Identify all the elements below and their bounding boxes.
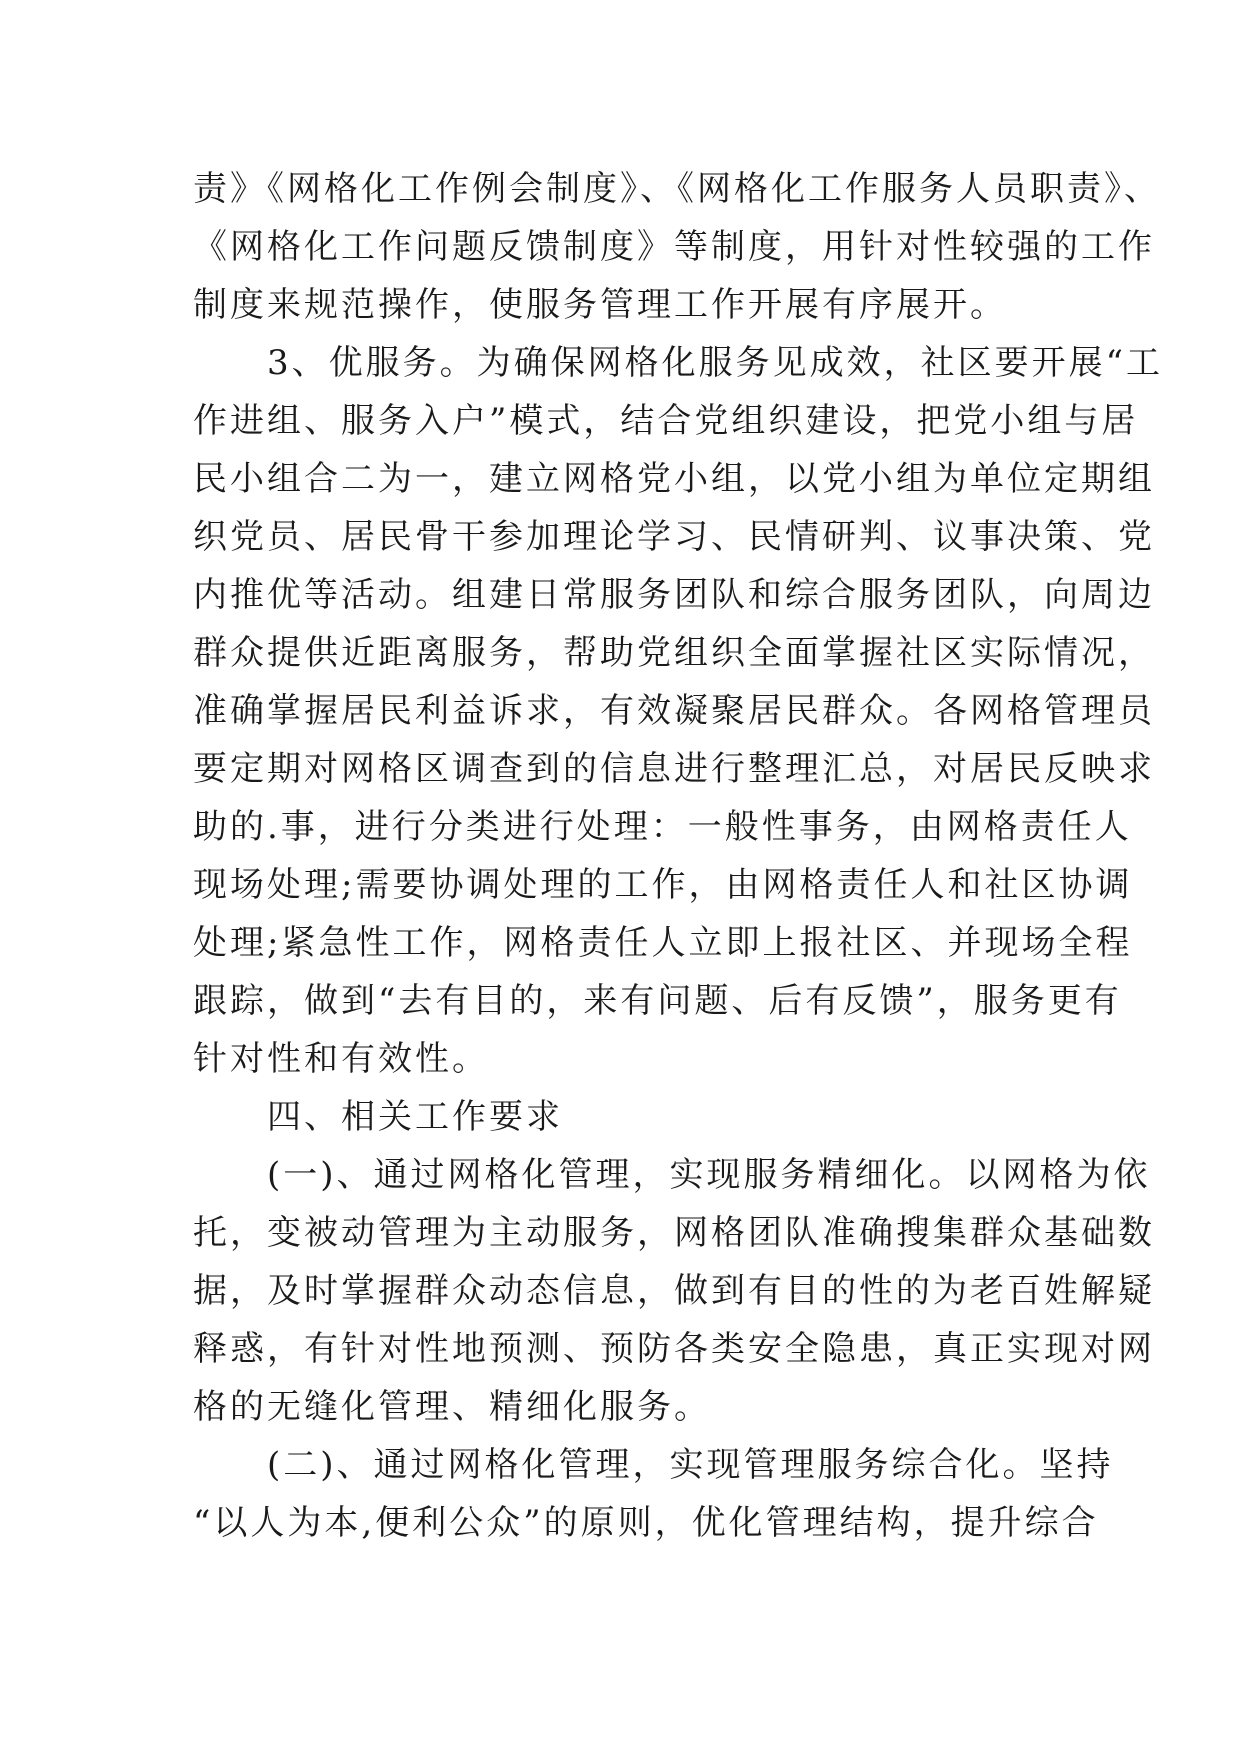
text-line: 现场处理;需要协调处理的工作，由网格责任人和社区协调 — [193, 865, 1133, 905]
text-line: 格的无缝化管理、精细化服务。 — [193, 1387, 711, 1427]
text-line: 针对性和有效性。 — [193, 1039, 489, 1079]
section-heading: 四、相关工作要求 — [193, 1097, 563, 1137]
text-line: 跟踪，做到“去有目的，来有问题、后有反馈”，服务更有 — [193, 981, 1122, 1021]
text-line: 民小组合二为一，建立网格党小组，以党小组为单位定期组 — [193, 459, 1155, 499]
text-line: 处理;紧急性工作，网格责任人立即上报社区、并现场全程 — [193, 923, 1133, 963]
text-line: 释惑，有针对性地预测、预防各类安全隐患，真正实现对网 — [193, 1329, 1155, 1369]
text-line: “以人为本,便利公众”的原则，优化管理结构，提升综合 — [193, 1503, 1099, 1543]
text-line: 要定期对网格区调查到的信息进行整理汇总，对居民反映求 — [193, 749, 1155, 789]
text-line: 据，及时掌握群众动态信息，做到有目的性的为老百姓解疑 — [193, 1271, 1155, 1311]
text-line: 准确掌握居民利益诉求，有效凝聚居民群众。各网格管理员 — [193, 691, 1155, 731]
text-line: 内推优等活动。组建日常服务团队和综合服务团队，向周边 — [193, 575, 1155, 615]
text-line: 织党员、居民骨干参加理论学习、民情研判、议事决策、党 — [193, 517, 1155, 557]
text-line: 群众提供近距离服务，帮助党组织全面掌握社区实际情况， — [193, 633, 1155, 673]
text-line: 助的.事，进行分类进行处理：一般性事务，由网格责任人 — [193, 807, 1132, 847]
text-line: 3、优服务。为确保网格化服务见成效，社区要开展“工 — [193, 343, 1164, 383]
text-line: 制度来规范操作，使服务管理工作开展有序展开。 — [193, 285, 1007, 325]
text-line: 托，变被动管理为主动服务，网格团队准确搜集群众基础数 — [193, 1213, 1155, 1253]
text-line: (二)、通过网格化管理，实现管理服务综合化。坚持 — [193, 1445, 1114, 1485]
text-line: 《网格化工作问题反馈制度》等制度，用针对性较强的工作 — [193, 227, 1155, 267]
body-text — [193, 160, 1164, 1552]
text-line: (一)、通过网格化管理，实现服务精细化。以网格为依 — [193, 1155, 1151, 1195]
text-line: 作进组、服务入户”模式，结合党组织建设，把党小组与居 — [193, 401, 1139, 441]
text-line: 责》《网格化工作例会制度》、《网格化工作服务人员职责》、 — [193, 169, 1161, 209]
